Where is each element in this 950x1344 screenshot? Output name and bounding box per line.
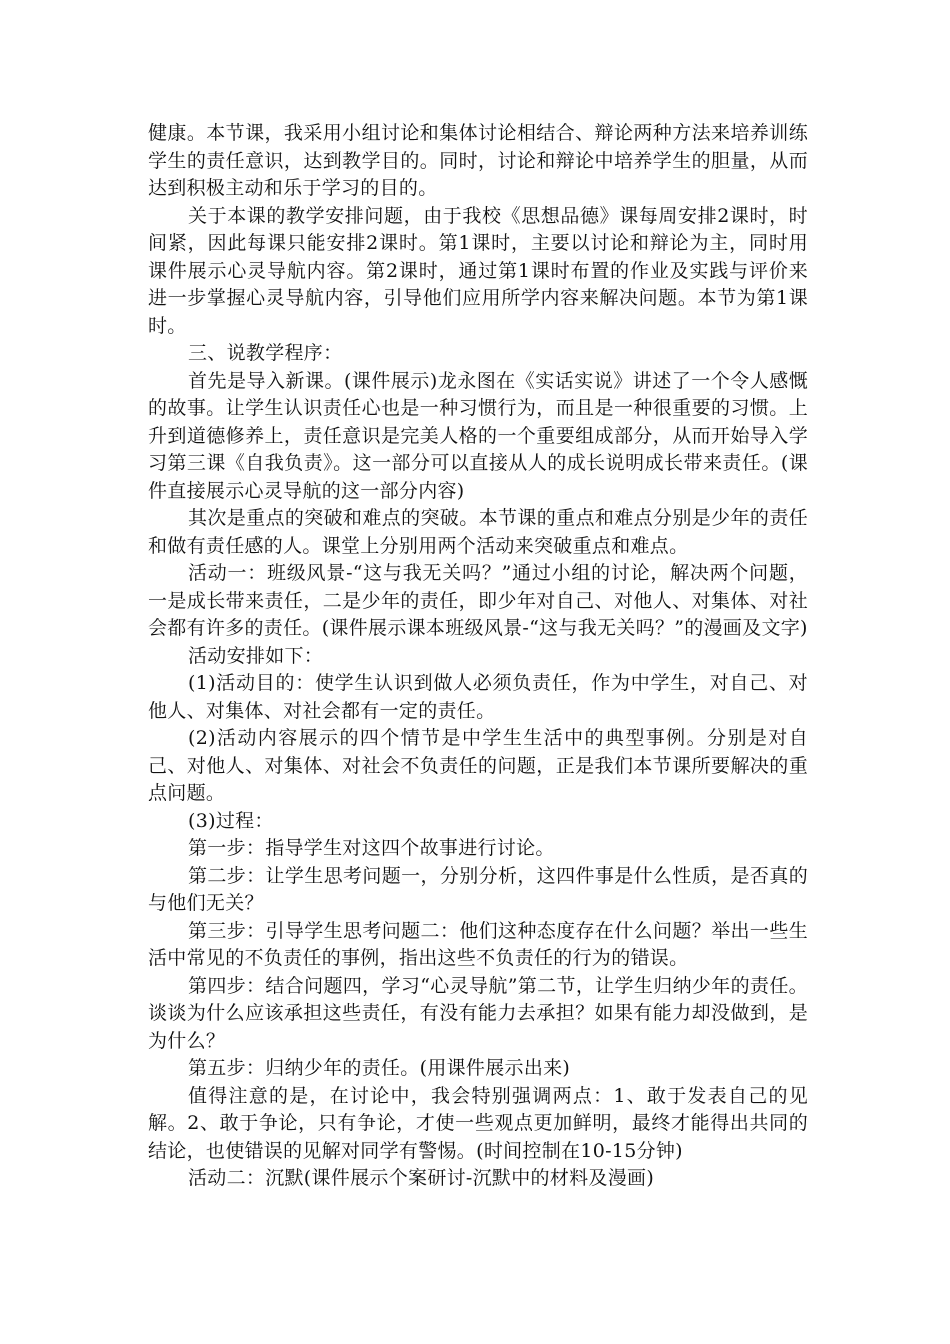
paragraph-activity-two: 活动二：沉默(课件展示个案研讨-沉默中的材料及漫画) — [188, 1167, 655, 1189]
paragraph-notes: 值得注意的是，在讨论中，我会特别强调两点：1、敢于发表自己的见解。2、敢于争论，只有争论，才使一些观点更加鲜明，最终才能得出共同的结论，也使错误的见解对同学有警惕。(时间控制在10-15分钟) — [148, 1084, 808, 1162]
paragraph-introduction: 首先是导入新课。(课件展示)龙永图在《实话实说》讲述了一个令人感慨的故事。让学生认识责任心也是一种习惯行为，而且是一种很重要的习惯。上升到道德修养上，责任意识是完美人格的一个重要组成部分，从而开始导入学习第三课《自我负责》。这一部分可以直接从人的成长说明成长带来责任。(课件直接展示心灵导航的这一部分内容) — [148, 369, 808, 502]
paragraph-step-five: 第五步：归纳少年的责任。(用课件展示出来) — [188, 1057, 571, 1079]
paragraph-step-four: 第四步：结合问题四，学习“心灵导航”第二节，让学生归纳少年的责任。谈谈为什么应该承担这些责任，有没有能力去承担？如果有能力却没做到，是为什么？ — [148, 974, 808, 1052]
paragraph-continuation: 健康。本节课，我采用小组讨论和集体讨论相结合、辩论两种方法来培养训练学生的责任意识，达到教学目的。同时，讨论和辩论中培养学生的胆量，从而达到积极主动和乐于学习的目的。 — [148, 122, 808, 199]
document-body — [148, 120, 808, 1193]
section-heading-procedure: 三、说教学程序： — [188, 342, 343, 364]
paragraph-step-two: 第二步：让学生思考问题一，分别分析，这四件事是什么性质，是否真的与他们无关？ — [148, 864, 808, 914]
paragraph-step-three: 第三步：引导学生思考问题二：他们这种态度存在什么问题？举出一些生活中常见的不负责任的事例，指出这些不负责任的行为的错误。 — [148, 919, 808, 969]
paragraph-step-one: 第一步：指导学生对这四个故事进行讨论。 — [188, 837, 555, 859]
paragraph-arrangement: 活动安排如下： — [188, 644, 324, 667]
paragraph-process: (3)过程： — [188, 809, 274, 832]
paragraph-goal: (1)活动目的：使学生认识到做人必须负责任，作为中学生，对自己、对他人、对集体、对社会都有一定的责任。 — [148, 672, 808, 722]
paragraph-key-points: 其次是重点的突破和难点的突破。本节课的重点和难点分别是少年的责任和做有责任感的人。课堂上分别用两个活动来突破重点和难点。 — [148, 507, 808, 557]
paragraph-schedule: 关于本课的教学安排问题，由于我校《思想品德》课每周安排2课时，时间紧，因此每课只能安排2课时。第1课时，主要以讨论和辩论为主，同时用课件展示心灵导航内容。第2课时，通过第1课时布置的作业及实践与评价来进一步掌握心灵导航内容，引导他们应用所学内容来解决问题。本节为第1课时。 — [148, 204, 808, 337]
paragraph-activity-one: 活动一：班级风景-“这与我无关吗？”通过小组的讨论，解决两个问题，一是成长带来责任，二是少年的责任，即少年对自己、对他人、对集体、对社会都有许多的责任。(课件展示课本班级风景-“这与我无关吗？”的漫画及文字) — [148, 562, 808, 639]
paragraph-content: (2)活动内容展示的四个情节是中学生生活中的典型事例。分别是对自己、对他人、对集体、对社会不负责任的问题，正是我们本节课所要解决的重点问题。 — [148, 727, 808, 804]
